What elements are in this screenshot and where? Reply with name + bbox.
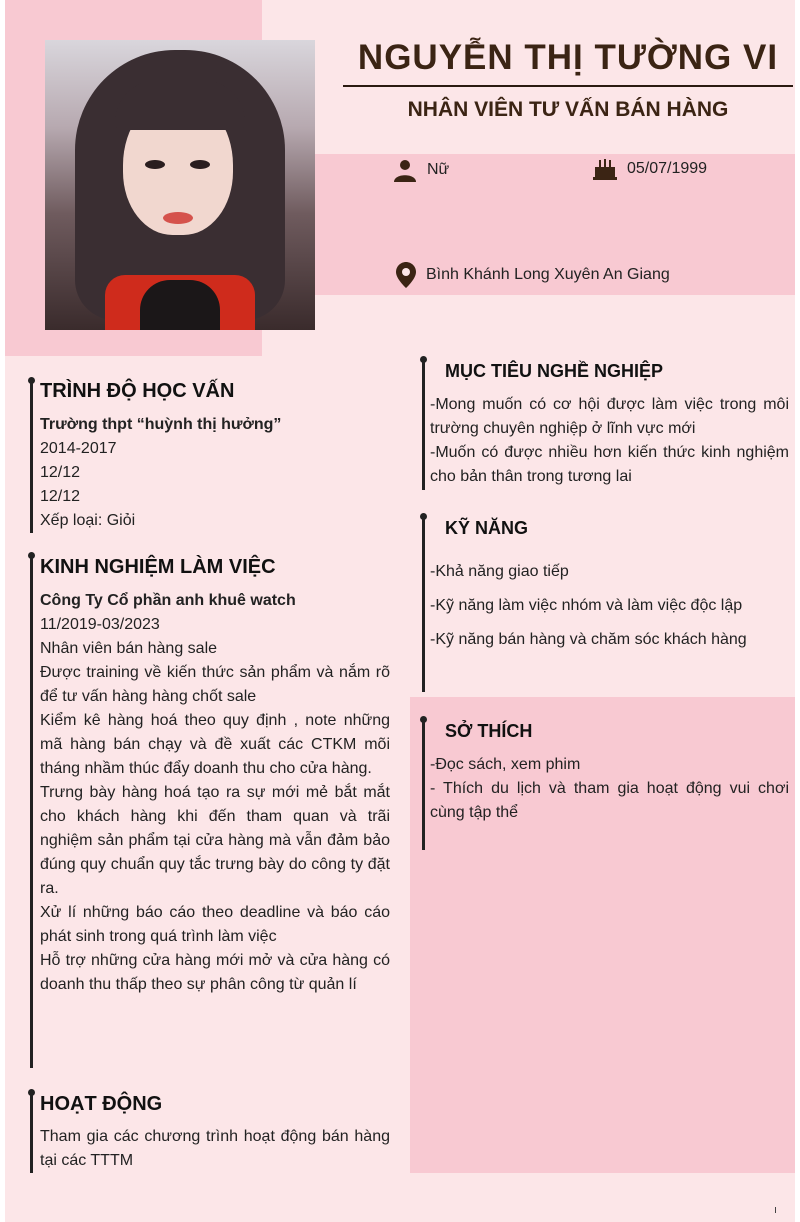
address-info — [396, 262, 670, 288]
objective-item: -Mong muốn có cơ hội được làm việc trong môi trường chuyên nghiệp ở lĩnh vực mới — [430, 396, 789, 437]
profile-photo — [45, 40, 315, 330]
objective-timeline — [422, 359, 425, 490]
education-details — [40, 413, 390, 533]
skill-item: -Khả năng giao tiếp — [430, 563, 569, 580]
objective-heading: MỤC TIÊU NGHỀ NGHIỆP — [445, 361, 664, 381]
duty-item: Trưng bày hàng hoá tạo ra sự mới mẻ bắt mắt cho khách hàng khi đến tham quan và trãi nghiệm sản phẩm tại cửa hàng mà vẫn đảm bảo đúng quy chuẩn quy tắc trưng bày do công ty đặt ra. — [40, 784, 390, 897]
experience-details — [40, 589, 390, 997]
hobbies-details — [430, 753, 789, 825]
school-name: Trường thpt “huỳnh thị hưởng” — [40, 416, 282, 433]
grade-line-1: 12/12 — [40, 464, 81, 481]
work-position: Nhân viên bán hàng sale — [40, 640, 218, 657]
hobby-item: -Đọc sách, xem phim — [430, 756, 581, 773]
education-timeline — [30, 380, 33, 533]
school-years: 2014-2017 — [40, 440, 117, 457]
skill-item: -Kỹ năng bán hàng và chăm sóc khách hàng — [430, 631, 747, 648]
duty-item: Hỗ trợ những cửa hàng mới mở và cửa hàng có doanh thu thấp theo sự phân công từ quản lí — [40, 952, 390, 993]
candidate-name: NGUYỄN THỊ TƯỜNG VI — [357, 38, 779, 77]
experience-heading: KINH NGHIỆM LÀM VIỆC — [40, 556, 276, 578]
activities-text — [40, 1125, 390, 1173]
duty-item: Xử lí những báo cáo theo deadline và báo cáo phát sinh trong quá trình làm việc — [40, 904, 390, 945]
birthday-info — [593, 158, 707, 180]
education-heading: TRÌNH ĐỘ HỌC VẤN — [40, 380, 235, 402]
skills-timeline — [422, 516, 425, 692]
hobby-item: - Thích du lịch và tham gia hoạt động vui chơi cùng tập thể — [430, 780, 789, 821]
gender-info — [393, 158, 449, 182]
activities-heading: HOẠT ĐỘNG — [40, 1093, 163, 1115]
objective-details — [430, 393, 789, 489]
grade-line-2: 12/12 — [40, 488, 81, 505]
birthday-value: 05/07/1999 — [627, 160, 708, 177]
activities-item: Tham gia các chương trình hoạt động bán hàng tại các TTTM — [40, 1128, 390, 1169]
birthday-cake-icon — [593, 158, 617, 180]
person-icon — [393, 158, 417, 182]
hobbies-heading: SỞ THÍCH — [445, 721, 533, 741]
hobbies-timeline — [422, 719, 425, 850]
skill-item: -Kỹ năng làm việc nhóm và làm việc độc lập — [430, 597, 743, 614]
gender-value: Nữ — [427, 161, 450, 178]
location-pin-icon — [396, 262, 416, 288]
experience-timeline — [30, 555, 33, 1068]
duty-item: Được training về kiến thức sản phẩm và nắm rõ để tư vấn hàng hàng chốt sale — [40, 664, 390, 705]
objective-item: -Muốn có được nhiều hơn kiến thức kinh nghiệm cho bản thân trong tương lai — [430, 444, 789, 485]
page-mark — [775, 1207, 776, 1213]
company-name: Công Ty Cổ phần anh khuê watch — [40, 592, 296, 609]
activities-timeline — [30, 1092, 33, 1173]
job-title: NHÂN VIÊN TƯ VẤN BÁN HÀNG — [407, 98, 729, 121]
name-divider — [343, 85, 793, 87]
academic-rank: Xếp loại: Giỏi — [40, 512, 136, 529]
duty-item: Kiểm kê hàng hoá theo quy định , note những mã hàng bán chạy và đề xuất các CTKM mõi tháng nhầm thúc đẩy doanh thu cho cửa hàng. — [40, 712, 390, 777]
skills-heading: KỸ NĂNG — [445, 518, 529, 538]
work-period: 11/2019-03/2023 — [40, 616, 160, 633]
address-value: Bình Khánh Long Xuyên An Giang — [426, 266, 670, 283]
skills-details — [430, 560, 789, 652]
